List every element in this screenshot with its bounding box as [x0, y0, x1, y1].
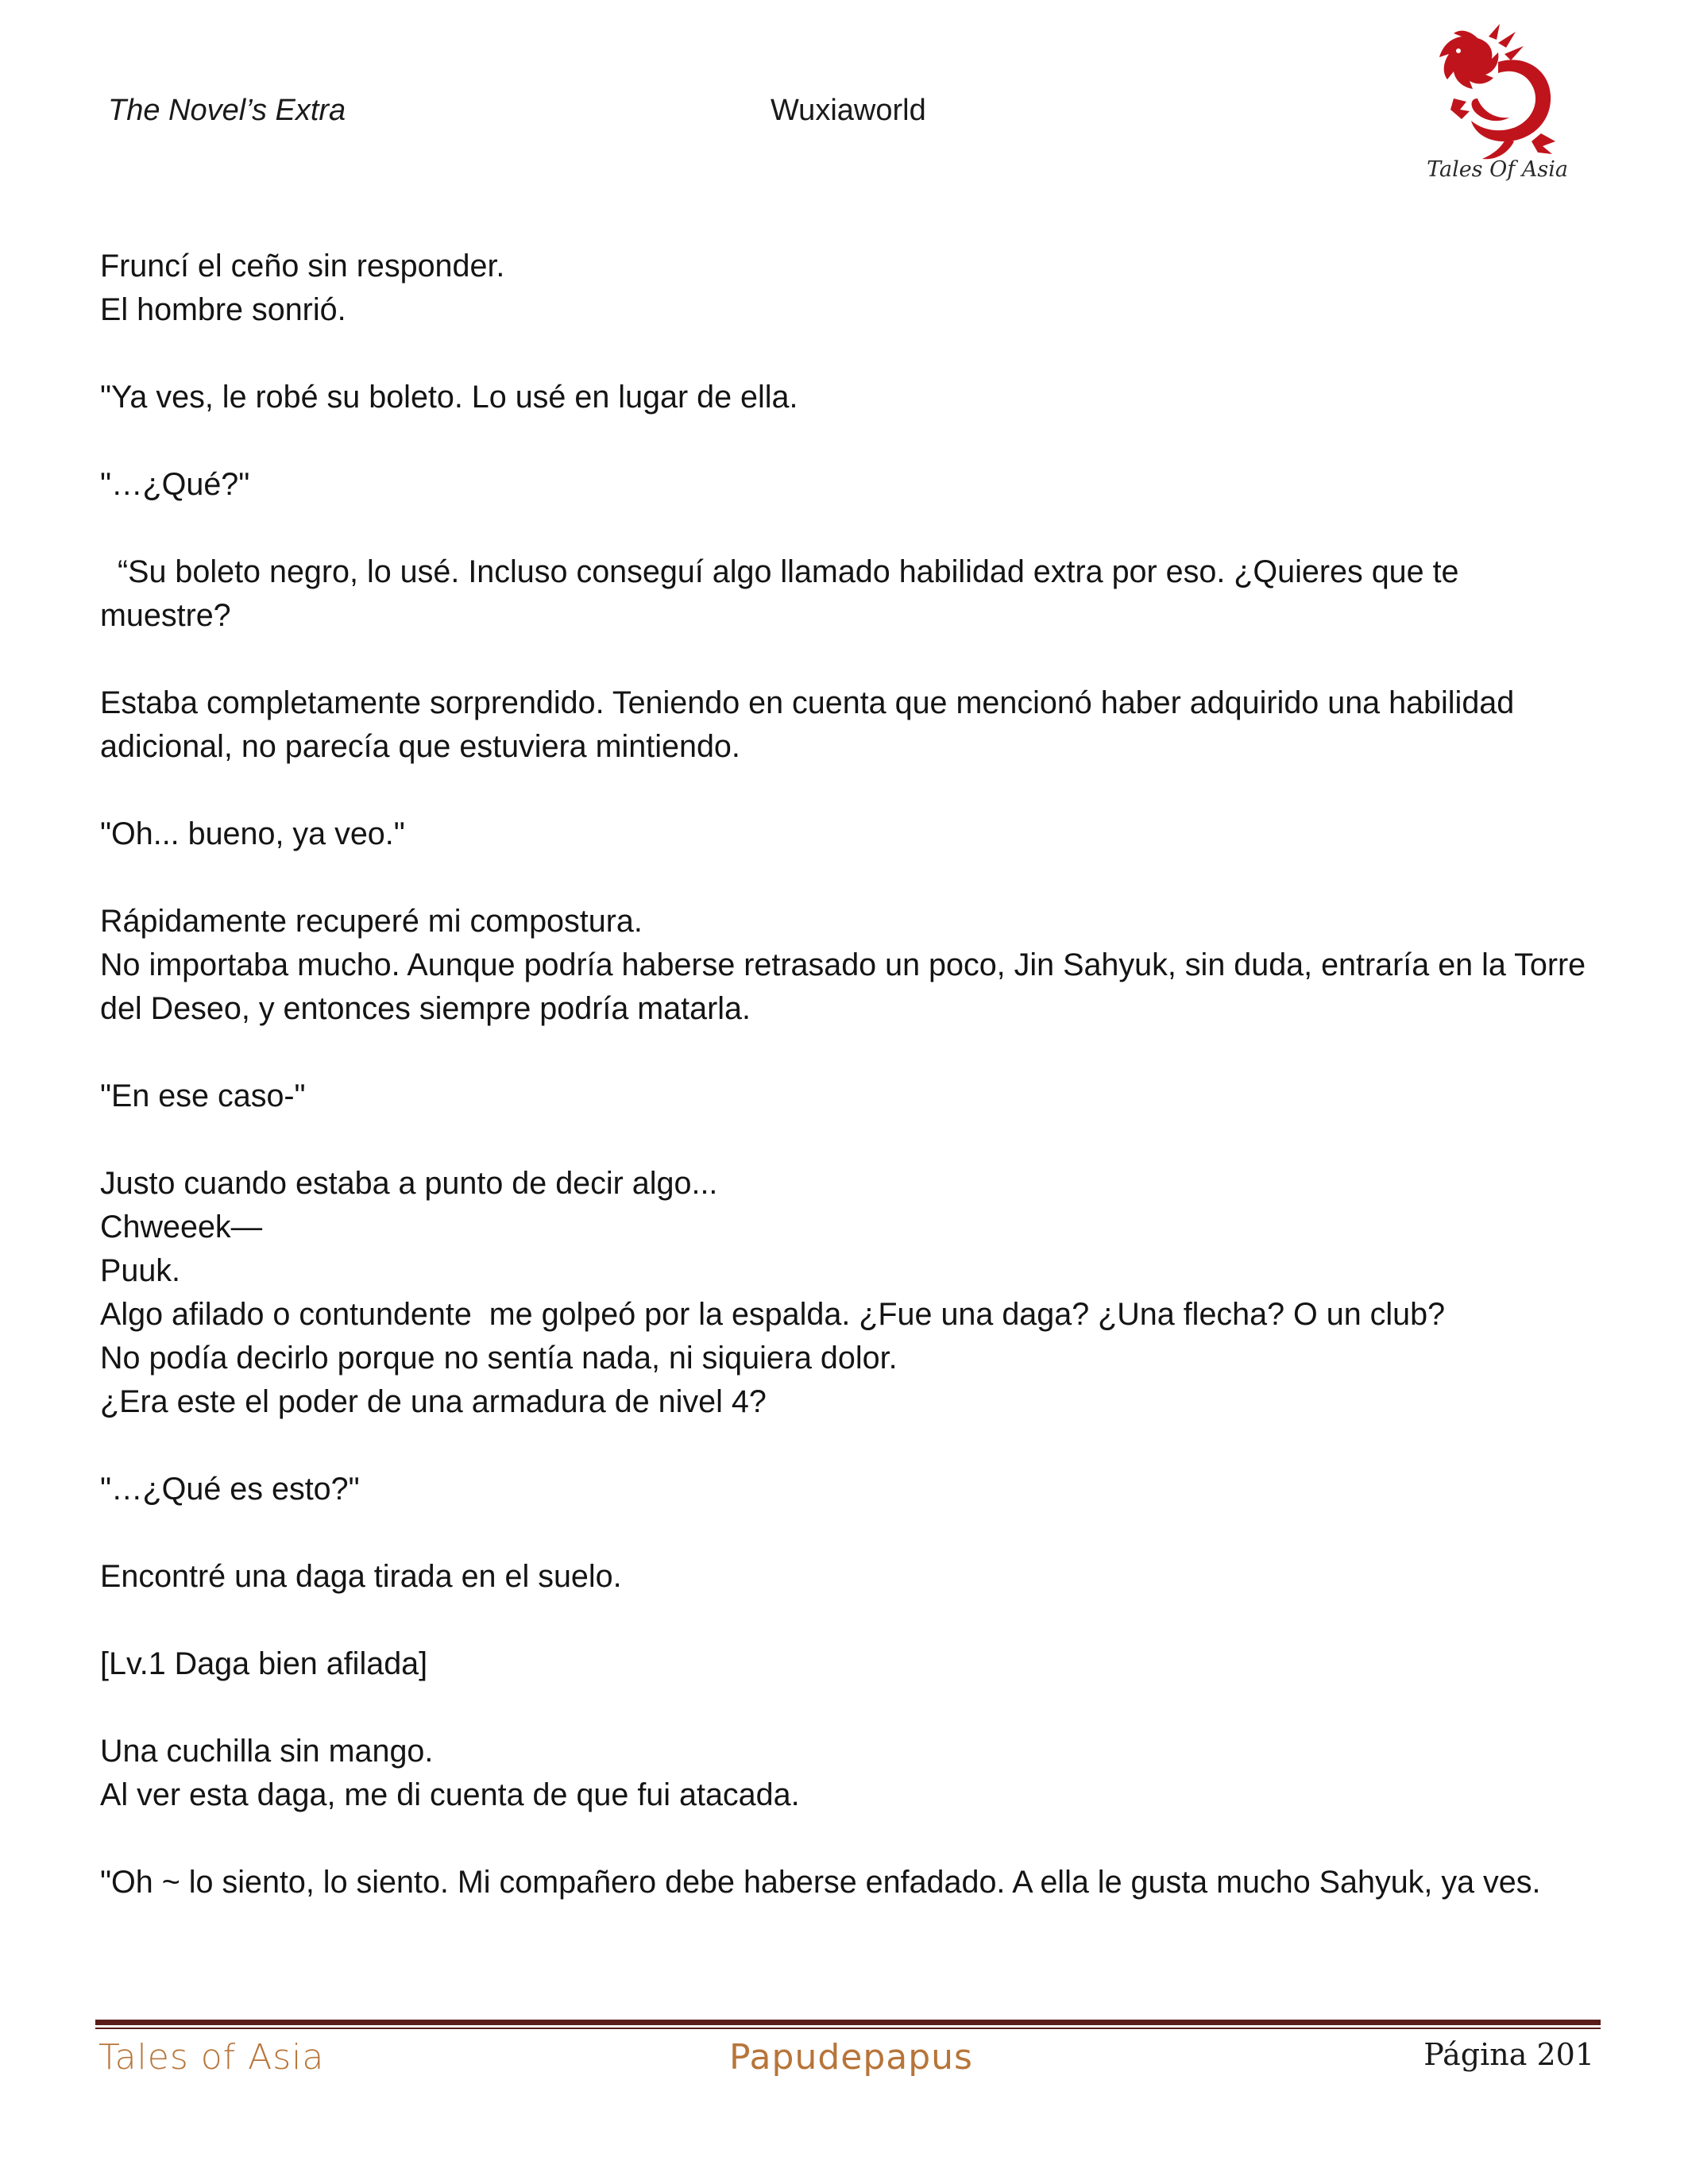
paragraph: ¿Era este el poder de una armadura de nivel 4? [100, 1384, 767, 1419]
paragraph: "Ya ves, le robé su boleto. Lo usé en lugar de ella. [100, 380, 798, 415]
footer-translator: Papudepapus [729, 2037, 973, 2078]
paragraph: El hombre sonrió. [100, 292, 346, 327]
paragraph: "En ese caso-" [100, 1078, 306, 1113]
footer-site-name: Tales of Asia [98, 2037, 325, 2078]
header-book-title: The Novel’s Extra [108, 94, 346, 127]
footer-rule-thin [95, 2028, 1601, 2029]
page-number: Página 201 [1423, 2037, 1594, 2072]
paragraph: "…¿Qué?" [100, 467, 250, 502]
paragraph: Chweeek— [100, 1210, 263, 1244]
logo-caption: Tales Of Asia [1427, 157, 1568, 182]
tales-of-asia-logo [1422, 22, 1573, 189]
paragraph: Encontré una daga tirada en el suelo. [100, 1559, 622, 1594]
chapter-body [100, 245, 1593, 1904]
paragraph: No podía decirlo porque no sentía nada, ni siquiera dolor. [100, 1341, 898, 1376]
paragraph: Una cuchilla sin mango. [100, 1734, 434, 1769]
paragraph: Fruncí el ceño sin responder. [100, 249, 505, 284]
paragraph: Al ver esta daga, me di cuenta de que fui atacada. [100, 1777, 800, 1812]
paragraph: “Su boleto negro, lo usé. Incluso conseguí algo llamado habilidad extra por eso. ¿Quieres que te muestre? [100, 554, 1468, 633]
paragraph: Rápidamente recuperé mi compostura. [100, 904, 643, 939]
paragraph: Justo cuando estaba a punto de decir algo... [100, 1166, 718, 1201]
paragraph: [Lv.1 Daga bien afilada] [100, 1646, 428, 1681]
red-dragon-icon [1422, 22, 1573, 165]
paragraph: Estaba completamente sorprendido. Teniendo en cuenta que mencionó haber adquirido una habilidad adicional, no parecía que estuviera mintiendo. [100, 685, 1524, 764]
paragraph: Puuk. [100, 1253, 181, 1288]
paragraph: "Oh ~ lo siento, lo siento. Mi compañero debe haberse enfadado. A ella le gusta mucho Sahyuk, ya ves. [100, 1865, 1541, 1900]
header-source: Wuxiaworld [771, 94, 926, 127]
paragraph: "Oh... bueno, ya veo." [100, 816, 405, 851]
paragraph: "…¿Qué es esto?" [100, 1472, 360, 1507]
paragraph: No importaba mucho. Aunque podría haberse retrasado un poco, Jin Sahyuk, sin duda, entraría en la Torre del Deseo, y entonces siempre podría matarla. [100, 947, 1595, 1026]
paragraph: Algo afilado o contundente me golpeó por la espalda. ¿Fue una daga? ¿Una flecha? O un club? [100, 1297, 1446, 1332]
footer-rule-thick [95, 2020, 1601, 2025]
